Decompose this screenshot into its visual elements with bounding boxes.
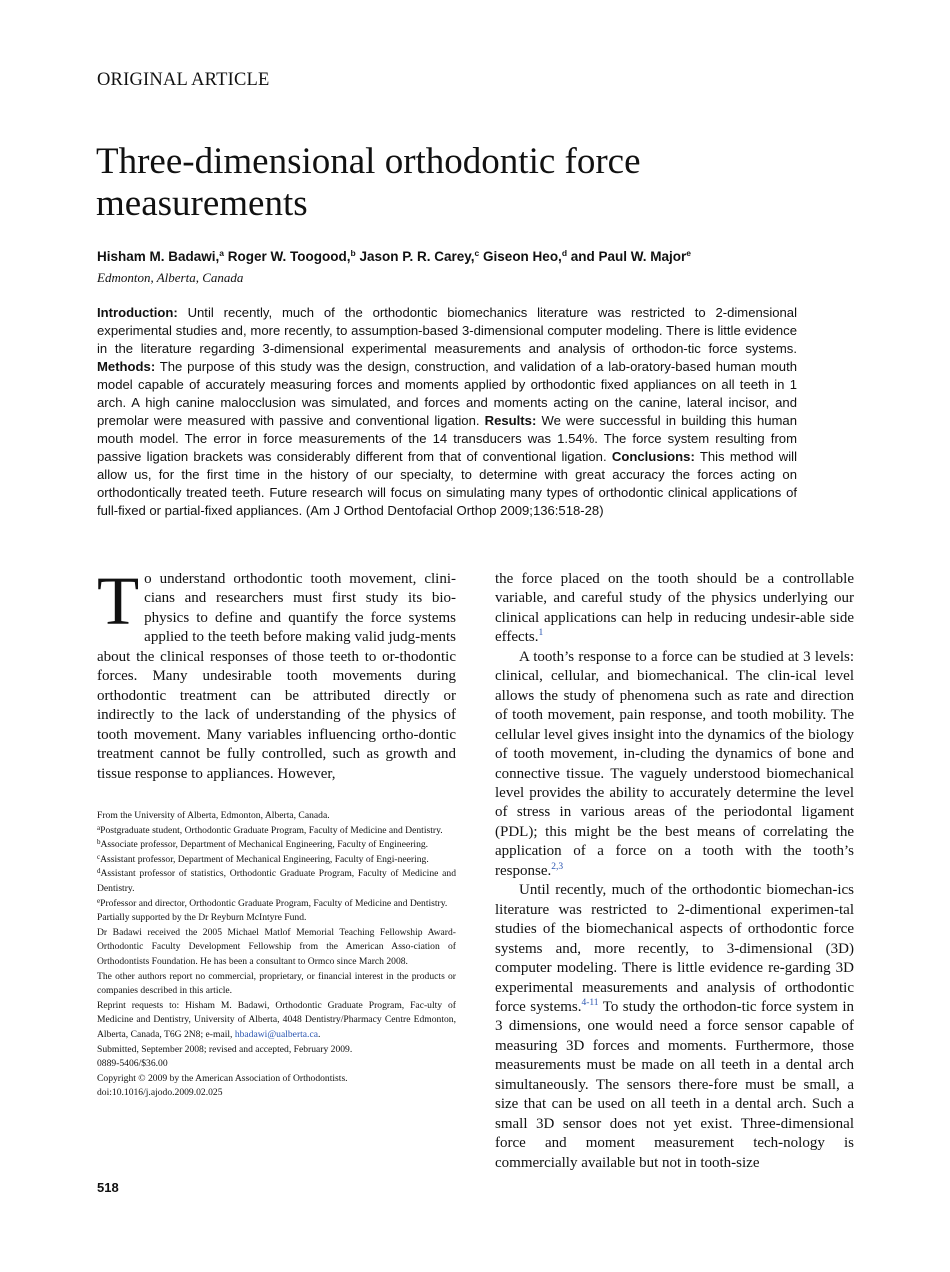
footnote-support: Partially supported by the Dr Reyburn McIntyre Fund. bbox=[97, 912, 307, 924]
citation-link[interactable]: 2,3 bbox=[551, 861, 564, 872]
footnote-text: Professor and director, Orthodontic Graduate Program, Faculty of Medicine and Dentistry. bbox=[100, 897, 448, 909]
abstract-methods-label: Methods: bbox=[97, 359, 156, 374]
footnote-reprint bbox=[97, 999, 456, 1043]
footnote-mark: a bbox=[97, 823, 101, 832]
footnote-mark: e bbox=[97, 896, 101, 905]
citation-link[interactable]: 1 bbox=[538, 628, 544, 639]
abstract-conclusions-label: Conclusions: bbox=[611, 449, 695, 464]
body-paragraph-text: A tooth’s response to a force can be studied at 3 levels: clinical, cellular, and biomechanical. The clin-ical level allows the study of phenomena such as rate and direction of tooth movement, pain response, and tooth mobility. The cellular level gives insight into the dynamics of the biology of tooth movement, in-cluding the dynamics of bone and connective tissue. The vaguely understood biomechanical level provides the ability to accurately determine the level of stress in various areas of the periodontal ligament (PDL); this might be the best means of correlating the application of a force on a tooth with the tooth’s response. bbox=[495, 648, 854, 879]
footnote-text: Assistant professor, Department of Mechanical Engineering, Faculty of Engi-neering. bbox=[100, 853, 429, 865]
abstract-methods-text: The purpose of this study was the design, construction, and validation of a lab-oratory-based human mouth model capable of accurately measuring forces and moments applied by orthodontic fixed appliances on all teeth in 1 arch. A high canine malocclusion was simulated, and forces and moments acting on the canine, lateral incisor, and premolar were measured with passive and conventional ligation. bbox=[97, 359, 797, 428]
citation-link[interactable]: 4-11 bbox=[581, 997, 599, 1008]
author-affiliation-mark: c bbox=[474, 248, 480, 258]
page-number: 518 bbox=[97, 1180, 119, 1195]
author-location: Edmonton, Alberta, Canada bbox=[97, 270, 244, 285]
body-paragraph bbox=[495, 570, 854, 648]
author-name: and Paul W. Major bbox=[570, 249, 687, 264]
author-list bbox=[97, 249, 857, 264]
body-column-right bbox=[495, 570, 854, 1173]
footnote-text: Associate professor, Department of Mechanical Engineering, Faculty of Engineering. bbox=[100, 839, 429, 851]
author-name: Jason P. R. Carey, bbox=[359, 249, 475, 264]
body-paragraph-text: To study the orthodon-tic force system in 3 dimensions, one would need a force sensor capable of measuring 3D forces and moments. Furthermore, those measurements must be made on all teeth in a dental arch simultaneously. The sensors there-fore must be small, a size that can be used on all teeth in a dental arch. Such a small 3D sensor does not yet exist. Three-dimensional force and moment measurement tech-nology is commercially available but not in tooth-size bbox=[495, 998, 855, 1171]
author-name: Giseon Heo, bbox=[483, 249, 562, 264]
footnote-conflict: The other authors report no commercial, proprietary, or financial interest in the products or companies described in this article. bbox=[97, 970, 456, 997]
footnote-mark: b bbox=[97, 838, 101, 847]
footnote-doi: doi:10.1016/j.ajodo.2009.02.025 bbox=[97, 1087, 223, 1099]
footnote-copyright: Copyright © 2009 by the American Association of Orthodontists. bbox=[97, 1072, 348, 1084]
footnote-mark: d bbox=[97, 867, 101, 876]
article-title: Three-dimensional orthodontic force measurements bbox=[96, 141, 641, 224]
body-paragraph bbox=[495, 881, 854, 1173]
author-affiliation-mark: e bbox=[686, 248, 692, 258]
footnote-a bbox=[97, 824, 456, 839]
footnote-award: Dr Badawi received the 2005 Michael Matlof Memorial Teaching Fellowship Award- Orthodontic Faculty Development Fellowship from the American Asso-ciation of Orthodontists Foundation. He has been a consultant to Ormco since March 2008. bbox=[97, 926, 456, 967]
footnotes bbox=[97, 809, 456, 1101]
footnote-d bbox=[97, 867, 456, 896]
footnote-c bbox=[97, 853, 456, 868]
abstract-conclusions-text: This method will allow us, for the first time in the history of our specialty, to determine with great accuracy the forces acting on orthodontically treated teeth. Future research will focus on simulating many types of orthodontic clinical applications of full-fixed or partial-fixed appliances. (Am J Orthod Dentofacial Orthop 2009;136:518-28) bbox=[97, 449, 797, 518]
footnote-text: . bbox=[317, 1028, 321, 1040]
section-label: ORIGINAL ARTICLE bbox=[97, 70, 270, 90]
abstract bbox=[97, 304, 797, 520]
email-link[interactable]: hbadawi@ualberta.ca bbox=[234, 1028, 318, 1040]
author-affiliation-mark: a bbox=[219, 248, 225, 258]
body-paragraph-text: the force placed on the tooth should be a controllable variable, and careful study of the physics underlying our clinical applications can help in reducing undesir-able side effects. bbox=[495, 571, 854, 646]
abstract-results-text: We were successful in building this human mouth model. The error in force measurements of the 14 transducers was 1.54%. The force system resulting from passive ligation brackets was considerably different from that of conventional ligation. bbox=[97, 413, 797, 464]
author-name: Roger W. Toogood, bbox=[227, 249, 351, 264]
footnote-from: From the University of Alberta, Edmonton, Alberta, Canada. bbox=[97, 810, 330, 821]
footnote-issn: 0889-5406/$36.00 bbox=[97, 1058, 168, 1070]
footnote-text: Reprint requests to: Hisham M. Badawi, Orthodontic Graduate Program, Fac-ulty of Medicine and Dentistry, University of Alberta, 4048 Dentistry/Pharmacy Centre Edmonton, Alberta, Canada, T6G 2N8; e-mail, bbox=[97, 999, 456, 1040]
footnote-text: Assistant professor of statistics, Orthodontic Graduate Program, Faculty of Medicine and Dentistry. bbox=[97, 868, 456, 894]
abstract-results-label: Results: bbox=[484, 413, 537, 428]
abstract-introduction-text: Until recently, much of the orthodontic biomechanics literature was restricted to 2-dimensional experimental studies and, more recently, to assumption-based 3-dimensional computer modeling. There is little evidence in the literature regarding 3-dimensional experimental measurements and analysis of orthodon-tic force systems. bbox=[97, 305, 797, 356]
author-affiliation-mark: b bbox=[350, 248, 356, 258]
body-column-left bbox=[97, 563, 456, 784]
footnote-submitted: Submitted, September 2008; revised and accepted, February 2009. bbox=[97, 1043, 353, 1055]
body-paragraph-text: o understand orthodontic tooth movement, clini-cians and researchers must first study its bio-physics to define and quantify the force systems applied to the teeth before making valid judg-ments about the clinical responses of those teeth to or-thodontic forces. Many undesirable tooth movements during orthodontic treatment can be attributed directly or indirectly to the lack of understanding of the physics of tooth movement. Many variables influencing ortho-dontic treatment cannot be fully controlled, such as growth and tissue response to appliances. However, bbox=[97, 571, 456, 782]
body-paragraph bbox=[495, 648, 854, 881]
footnote-e bbox=[97, 897, 456, 912]
abstract-introduction-label: Introduction: bbox=[97, 305, 178, 320]
body-paragraph-text: Until recently, much of the orthodontic biomechan-ics literature was restricted to 2-dimentional experimen-tal studies of the biomechanical aspects of orthodontic force systems and, more recently, to 3-dimensional (3D) computer modeling. There is little evidence re-garding 3D experimental measurements and analysis of orthodontic force systems. bbox=[495, 882, 854, 1015]
footnote-b bbox=[97, 838, 456, 853]
author-affiliation-mark: d bbox=[561, 248, 568, 258]
footnote-text: Postgraduate student, Orthodontic Graduate Program, Faculty of Medicine and Dentistry. bbox=[100, 824, 443, 836]
body-paragraph bbox=[97, 563, 456, 784]
author-name: Hisham M. Badawi, bbox=[97, 249, 220, 264]
drop-cap: T bbox=[97, 563, 140, 639]
footnote-mark: c bbox=[97, 852, 101, 861]
